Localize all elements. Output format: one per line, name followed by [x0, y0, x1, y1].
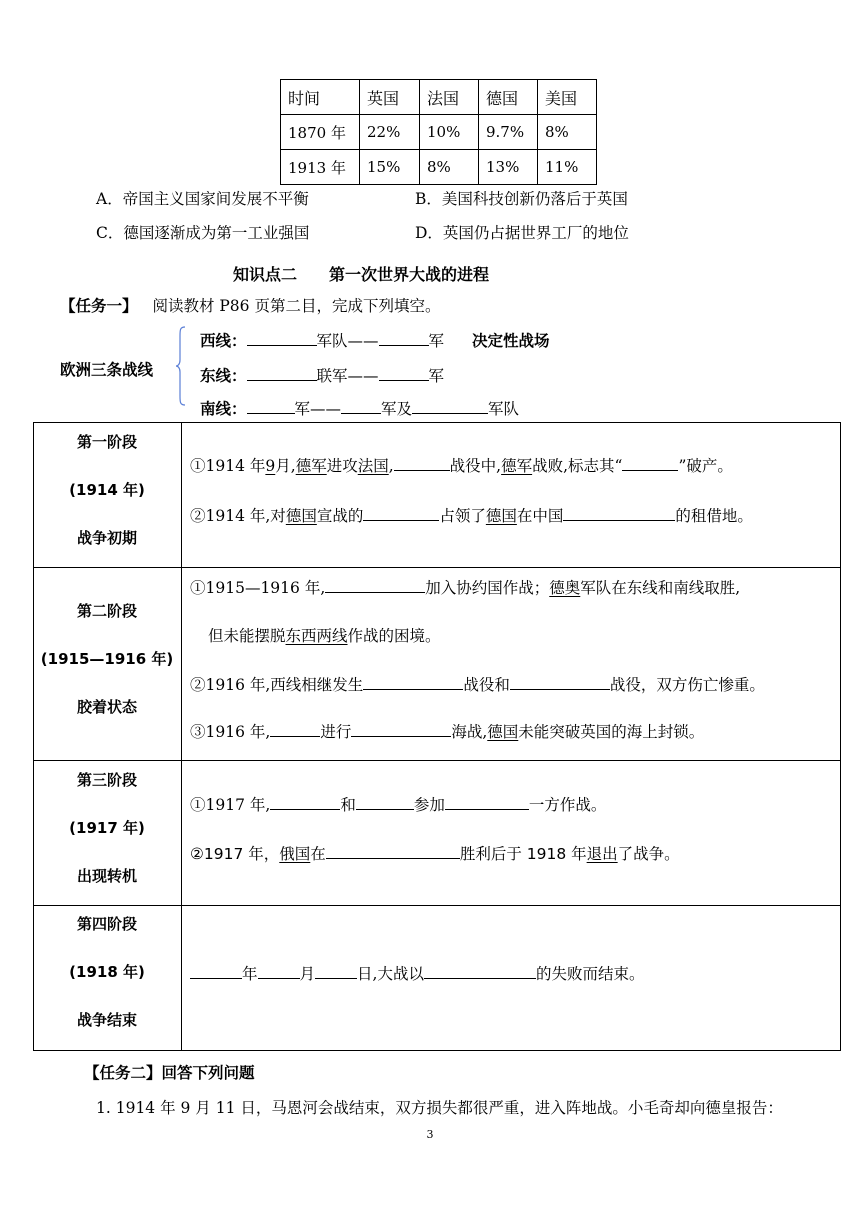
- text: 9: [265, 457, 276, 475]
- stage-years: (1914 年): [69, 481, 145, 499]
- stage-desc: 出现转机: [76, 867, 137, 885]
- text: 法国: [357, 457, 389, 475]
- question-1: 1. 1914 年 9 月 11 日，马恩河会战结束，双方损失都很严重，进入阵地战。小毛奇却向德皇报告：: [96, 1099, 783, 1117]
- stage-years: (1915—1916 年): [40, 650, 174, 668]
- text: 战败,标志其“: [532, 457, 623, 475]
- stage-2-header: [33, 587, 181, 731]
- option-a: A．帝国主义国家间发展不平衡: [96, 190, 309, 208]
- blank: [412, 397, 488, 414]
- text: 月: [299, 965, 316, 983]
- table-cell: 13%: [479, 150, 538, 185]
- text: 参加: [413, 796, 445, 814]
- blank: [341, 397, 381, 414]
- east-front-line: [200, 364, 444, 386]
- text: ①1915—1916 年,: [190, 579, 326, 597]
- table-cell: 22%: [360, 115, 420, 150]
- stage-2-item-1-cont: [208, 624, 441, 646]
- south-front-text: 军队: [488, 400, 520, 418]
- table-header-row: [281, 80, 597, 115]
- stage-desc: 战争初期: [76, 529, 137, 547]
- text: 军队在东线和南线取胜,: [580, 579, 741, 597]
- stage-desc: 战争结束: [76, 1011, 137, 1029]
- table-cell: 15%: [360, 150, 420, 185]
- blank: [247, 364, 317, 381]
- text: 进攻: [326, 457, 358, 475]
- table-cell: 1870 年: [281, 115, 360, 150]
- text: 在: [310, 845, 326, 863]
- table-header-cell: 法国: [420, 80, 479, 115]
- text: 的租借地。: [675, 507, 753, 525]
- stage-name: 第三阶段: [76, 771, 137, 789]
- text: 日,大战以: [357, 965, 424, 983]
- stage-1-header: [33, 418, 181, 562]
- stage-2-item-1: [190, 576, 740, 598]
- decisive-battlefield-note: 决定性战场: [472, 332, 550, 350]
- text: 加入协约国作战；: [425, 579, 550, 597]
- text: 俄国: [279, 845, 311, 863]
- industrial-share-table: [280, 79, 597, 185]
- blank: [379, 329, 429, 346]
- blank: [190, 962, 242, 979]
- text: 德奥: [549, 579, 581, 597]
- east-front-label: 东线：: [200, 367, 247, 385]
- text: 和: [340, 796, 356, 814]
- text: ①1914 年: [190, 457, 266, 475]
- table-cell: 10%: [420, 115, 479, 150]
- table-row: [281, 115, 597, 150]
- text: 退出: [586, 845, 618, 863]
- text: 年: [242, 965, 258, 983]
- south-front-text: 军——: [294, 400, 342, 418]
- east-front-text: 军: [428, 367, 445, 385]
- text: 月,: [275, 457, 296, 475]
- task1-label: 【任务一】: [60, 297, 138, 315]
- stage-desc: 胶着状态: [76, 698, 137, 716]
- blank: [563, 504, 675, 521]
- table-cell: 8%: [538, 115, 597, 150]
- blank: [356, 793, 414, 810]
- text: ③1916 年,: [190, 723, 271, 741]
- stage-3-header: [33, 756, 181, 900]
- blank: [326, 842, 460, 859]
- text: 但未能摆脱: [208, 627, 286, 645]
- column-divider: [181, 422, 182, 1051]
- blank: [270, 793, 340, 810]
- text: ②1914 年,对: [190, 507, 286, 525]
- table-cell: 9.7%: [479, 115, 538, 150]
- west-front-text: 军: [428, 332, 445, 350]
- stage-name: 第四阶段: [76, 915, 137, 933]
- task2-label: 【任务二】回答下列问题: [84, 1064, 255, 1082]
- stage-4-item: [190, 962, 644, 984]
- text: 德军: [295, 457, 327, 475]
- text: 作战的困境。: [347, 627, 441, 645]
- blank: [622, 454, 678, 471]
- section-title: 知识点二 第一次世界大战的进程: [233, 265, 490, 284]
- west-front-text: 军队——: [316, 332, 379, 350]
- option-d: D．英国仍占据世界工厂的地位: [415, 224, 629, 242]
- task1-line: [60, 294, 440, 316]
- option-b: B．美国科技创新仍落后于英国: [415, 190, 628, 208]
- text: ②1917 年，: [190, 845, 280, 863]
- west-front-label: 西线：: [200, 332, 247, 350]
- task1-text: 阅读教材 P86 页第二目，完成下列填空。: [152, 297, 441, 315]
- text: 战役和: [463, 676, 510, 694]
- stage-2-item-3: [190, 720, 704, 742]
- text: ,: [388, 457, 394, 475]
- text: 占领了: [439, 507, 486, 525]
- text: 德军: [501, 457, 533, 475]
- blank: [247, 397, 295, 414]
- text: 德国: [285, 507, 317, 525]
- table-header-cell: 美国: [538, 80, 597, 115]
- table-header-cell: 德国: [479, 80, 538, 115]
- south-front-text: 军及: [381, 400, 413, 418]
- blank: [510, 673, 610, 690]
- blank: [325, 576, 425, 593]
- stage-3-item-2: [190, 842, 680, 864]
- option-c: C．德国逐渐成为第一工业强国: [96, 224, 310, 242]
- blank: [270, 720, 320, 737]
- blank: [363, 504, 439, 521]
- text: 宣战的: [316, 507, 364, 525]
- text: ①1917 年,: [190, 796, 271, 814]
- stage-4-header: [33, 900, 181, 1044]
- blank: [258, 962, 300, 979]
- stage-2-item-2: [190, 673, 765, 695]
- stage-name: 第一阶段: [76, 433, 137, 451]
- table-header-cell: 英国: [360, 80, 420, 115]
- text: 了战争。: [617, 845, 680, 863]
- text: 战役，双方伤亡惨重。: [609, 676, 765, 694]
- table-header-cell: 时间: [281, 80, 360, 115]
- blank: [247, 329, 317, 346]
- blank: [445, 793, 529, 810]
- text: 在中国: [516, 507, 564, 525]
- table-row: [281, 150, 597, 185]
- text: 海战,: [451, 723, 488, 741]
- stage-1-item-2: [190, 504, 753, 526]
- blank: [351, 720, 451, 737]
- blank: [315, 962, 357, 979]
- south-front-line: [200, 397, 519, 419]
- south-front-label: 南线：: [200, 400, 247, 418]
- stage-years: (1917 年): [69, 819, 145, 837]
- row-divider: [33, 567, 841, 568]
- text: 一方作战。: [528, 796, 607, 814]
- fronts-group-label: 欧洲三条战线: [60, 361, 154, 379]
- stage-name: 第二阶段: [76, 602, 137, 620]
- table-cell: 1913 年: [281, 150, 360, 185]
- text: 的失败而结束。: [535, 965, 645, 983]
- text: 胜利后于 1918 年: [459, 845, 587, 863]
- table-cell: 8%: [420, 150, 479, 185]
- text: ②1916 年,西线相继发生: [190, 676, 364, 694]
- blank: [363, 673, 463, 690]
- table-cell: 11%: [538, 150, 597, 185]
- west-front-line: [200, 329, 550, 351]
- text: 德国: [487, 723, 519, 741]
- text: 德国: [485, 507, 517, 525]
- brace-icon: [176, 326, 186, 406]
- text: 东西两线: [285, 627, 348, 645]
- text: 战役中,: [449, 457, 502, 475]
- text: ”破产。: [678, 457, 733, 475]
- blank: [379, 364, 429, 381]
- blank: [394, 454, 450, 471]
- stage-years: (1918 年): [69, 963, 145, 981]
- stage-3-item-1: [190, 793, 606, 815]
- text: 进行: [320, 723, 352, 741]
- stage-1-item-1: [190, 454, 733, 476]
- east-front-text: 联军——: [316, 367, 379, 385]
- page-number: 3: [426, 1128, 434, 1141]
- blank: [424, 962, 536, 979]
- text: 未能突破英国的海上封锁。: [518, 723, 705, 741]
